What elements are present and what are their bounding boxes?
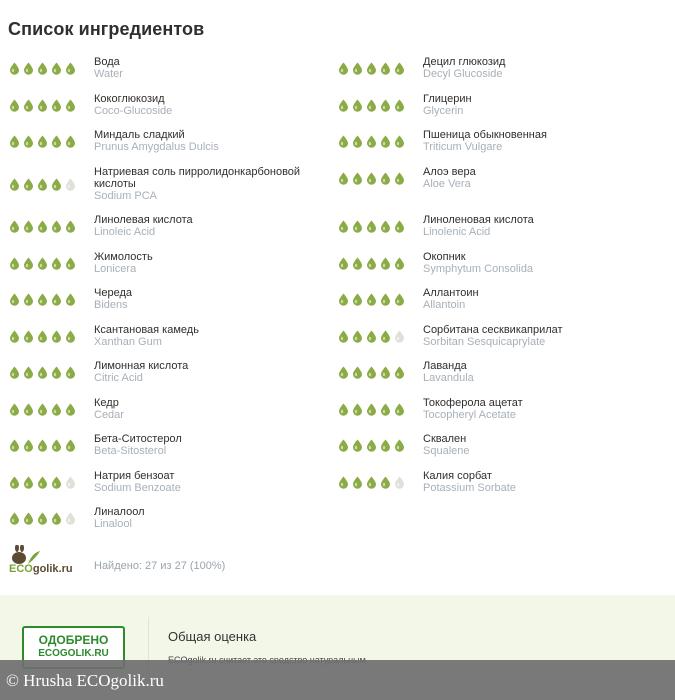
ingredient-name-latin: Coco-Glucoside — [94, 105, 173, 117]
drop-filled-icon — [64, 99, 77, 112]
ingredient-name-ru[interactable]: Аллантоин — [423, 287, 479, 299]
drop-filled-icon — [379, 366, 392, 379]
drop-filled-icon — [365, 172, 378, 185]
drop-filled-icon — [50, 403, 63, 416]
drop-filled-icon — [50, 135, 63, 148]
ingredient-row[interactable] — [337, 470, 516, 495]
drop-filled-icon — [379, 172, 392, 185]
drop-filled-icon — [36, 178, 49, 191]
drop-filled-icon — [337, 439, 350, 452]
rating-drops — [337, 293, 423, 306]
ingredient-names — [94, 470, 181, 495]
ingredient-names — [423, 93, 472, 118]
rating-drops — [8, 99, 94, 112]
ingredient-name-latin: Symphytum Consolida — [423, 263, 534, 275]
ingredient-row[interactable] — [337, 166, 476, 191]
drop-filled-icon — [365, 439, 378, 452]
drop-filled-icon — [36, 366, 49, 379]
ingredient-row[interactable] — [337, 433, 470, 458]
ingredient-name-ru[interactable]: Линоленовая кислота — [423, 214, 534, 226]
ingredient-row[interactable] — [337, 56, 505, 81]
ingredient-row[interactable] — [8, 506, 145, 531]
drop-filled-icon — [8, 476, 21, 489]
watermark — [0, 660, 675, 700]
rating-drops — [337, 220, 423, 233]
rating-drops — [8, 403, 94, 416]
rating-drops — [8, 135, 94, 148]
drop-filled-icon — [8, 293, 21, 306]
drop-filled-icon — [393, 172, 406, 185]
ingredient-names — [423, 287, 479, 312]
ingredient-names — [423, 166, 476, 191]
drop-filled-icon — [22, 476, 35, 489]
drop-filled-icon — [351, 99, 364, 112]
drop-filled-icon — [36, 439, 49, 452]
ingredient-names — [423, 324, 563, 349]
drop-filled-icon — [22, 62, 35, 75]
drop-filled-icon — [36, 330, 49, 343]
drop-filled-icon — [379, 62, 392, 75]
drop-filled-icon — [351, 172, 364, 185]
ingredient-names — [94, 506, 145, 531]
ingredient-names — [423, 470, 516, 495]
ingredient-row[interactable] — [337, 397, 523, 422]
drop-filled-icon — [22, 257, 35, 270]
drop-filled-icon — [22, 99, 35, 112]
ingredient-name-latin: Sodium Benzoate — [94, 482, 181, 494]
drop-filled-icon — [351, 257, 364, 270]
drop-filled-icon — [379, 257, 392, 270]
ingredient-names — [423, 214, 534, 239]
drop-filled-icon — [36, 512, 49, 525]
ingredient-name-ru[interactable]: Линалоол — [94, 506, 145, 518]
rating-drops — [337, 403, 423, 416]
drop-filled-icon — [337, 257, 350, 270]
ingredient-name-latin: Citric Acid — [94, 372, 143, 384]
drop-filled-icon — [393, 366, 406, 379]
rating-drops — [337, 99, 423, 112]
drop-filled-icon — [50, 330, 63, 343]
ingredient-row[interactable] — [337, 324, 563, 349]
ingredient-names — [94, 360, 188, 385]
drop-filled-icon — [393, 257, 406, 270]
ingredient-name-ru[interactable]: Децил глюкозид — [423, 56, 506, 68]
ingredient-name-ru-line2[interactable]: кислоты — [94, 178, 136, 190]
drop-filled-icon — [22, 135, 35, 148]
drop-empty-icon — [64, 476, 77, 489]
ingredient-name-latin: Prunus Amygdalus Dulcis — [94, 141, 219, 153]
drop-filled-icon — [8, 135, 21, 148]
ingredient-row[interactable] — [8, 93, 172, 118]
ingredient-row[interactable] — [8, 214, 193, 239]
drop-filled-icon — [379, 220, 392, 233]
rating-drops — [337, 366, 423, 379]
drop-filled-icon — [50, 366, 63, 379]
page-title: Список ингредиентов — [8, 19, 205, 39]
rating-drops — [337, 62, 423, 75]
drop-filled-icon — [351, 135, 364, 148]
drop-filled-icon — [64, 220, 77, 233]
drop-filled-icon — [50, 99, 63, 112]
drop-filled-icon — [365, 99, 378, 112]
drop-filled-icon — [351, 439, 364, 452]
drop-filled-icon — [351, 293, 364, 306]
ingredient-name-ru[interactable]: Жимолость — [94, 251, 153, 263]
rating-drops — [8, 512, 94, 525]
rating-drops — [8, 293, 94, 306]
drop-filled-icon — [365, 135, 378, 148]
drop-filled-icon — [393, 220, 406, 233]
ingredient-name-latin: Bidens — [94, 299, 128, 311]
ingredient-name-latin: Triticum Vulgare — [423, 141, 503, 153]
ingredient-names — [94, 129, 219, 154]
rating-drops — [337, 476, 423, 489]
drop-filled-icon — [22, 512, 35, 525]
ingredient-name-ru[interactable]: Натрия бензоат — [94, 470, 175, 482]
drop-filled-icon — [8, 257, 21, 270]
drop-filled-icon — [337, 172, 350, 185]
rating-drops — [337, 257, 423, 270]
drop-filled-icon — [64, 257, 77, 270]
ingredient-name-ru[interactable]: Лимонная кислота — [94, 360, 189, 372]
ingredient-names — [94, 214, 193, 239]
drop-filled-icon — [50, 476, 63, 489]
drop-filled-icon — [64, 135, 77, 148]
drop-filled-icon — [351, 366, 364, 379]
drop-filled-icon — [36, 99, 49, 112]
rabbit-icon — [10, 545, 44, 565]
ingredient-row[interactable] — [8, 251, 153, 276]
ingredient-name-ru[interactable]: Сорбитана сесквикаприлат — [423, 324, 563, 336]
drop-filled-icon — [50, 178, 63, 191]
drop-filled-icon — [337, 330, 350, 343]
footer-row — [8, 545, 226, 575]
drop-filled-icon — [8, 439, 21, 452]
drop-filled-icon — [379, 403, 392, 416]
drop-filled-icon — [50, 512, 63, 525]
ingredient-name-ru[interactable]: Линолевая кислота — [94, 214, 193, 226]
ingredient-row[interactable] — [337, 360, 474, 385]
drop-filled-icon — [36, 293, 49, 306]
drop-filled-icon — [379, 135, 392, 148]
badge-subtitle: ECOGOLIK.RU — [38, 648, 109, 659]
ingredient-row[interactable] — [8, 129, 219, 154]
ingredient-names — [423, 360, 474, 385]
found-count: Найдено: 27 из 27 (100%) — [94, 560, 226, 572]
ingredient-row[interactable] — [337, 251, 533, 276]
drop-filled-icon — [50, 257, 63, 270]
summary-title: Общая оценка — [168, 629, 257, 644]
rating-drops — [8, 330, 94, 343]
ingredient-row[interactable] — [8, 56, 123, 81]
ingredient-names — [423, 397, 523, 422]
ingredient-name-latin: Allantoin — [423, 299, 466, 311]
drop-filled-icon — [50, 439, 63, 452]
drop-filled-icon — [351, 476, 364, 489]
drop-filled-icon — [393, 293, 406, 306]
ingredient-names — [423, 251, 533, 276]
ingredient-name-ru[interactable]: Бета-Ситостерол — [94, 433, 182, 445]
drop-filled-icon — [22, 366, 35, 379]
rating-drops — [8, 476, 94, 489]
drop-filled-icon — [36, 257, 49, 270]
ingredient-name-latin: Linoleic Acid — [94, 226, 156, 238]
ingredient-row[interactable] — [8, 470, 181, 495]
drop-filled-icon — [64, 366, 77, 379]
ingredient-name-latin: Aloe Vera — [423, 178, 471, 190]
drop-filled-icon — [393, 62, 406, 75]
drop-filled-icon — [36, 403, 49, 416]
rating-drops — [337, 330, 423, 343]
drop-empty-icon — [393, 476, 406, 489]
drop-filled-icon — [337, 476, 350, 489]
drop-filled-icon — [365, 293, 378, 306]
drop-filled-icon — [393, 439, 406, 452]
ingredient-name-latin: Sorbitan Sesquicaprylate — [423, 336, 546, 348]
drop-filled-icon — [36, 62, 49, 75]
drop-filled-icon — [365, 257, 378, 270]
ingredient-row[interactable] — [8, 360, 188, 385]
ingredient-row[interactable] — [8, 287, 132, 312]
ingredient-names — [423, 129, 547, 154]
drop-filled-icon — [22, 293, 35, 306]
ingredient-name-latin: Xanthan Gum — [94, 336, 162, 348]
drop-filled-icon — [351, 403, 364, 416]
logo-text: ECOgolik.ru — [9, 563, 73, 575]
ingredient-names — [423, 56, 505, 81]
ingredient-names — [94, 251, 153, 276]
drop-filled-icon — [36, 135, 49, 148]
drop-filled-icon — [64, 62, 77, 75]
drop-filled-icon — [365, 62, 378, 75]
ingredient-name-ru[interactable]: Кокоглюкозид — [94, 93, 165, 105]
drop-filled-icon — [64, 439, 77, 452]
drop-filled-icon — [8, 512, 21, 525]
ingredient-name-latin: Squalene — [423, 445, 470, 457]
drop-filled-icon — [8, 62, 21, 75]
drop-filled-icon — [8, 99, 21, 112]
drop-filled-icon — [8, 330, 21, 343]
drop-filled-icon — [379, 439, 392, 452]
ingredient-name-latin: Lonicera — [94, 263, 137, 275]
drop-filled-icon — [393, 135, 406, 148]
ingredient-name-ru[interactable]: Вода — [94, 56, 120, 68]
drop-filled-icon — [36, 220, 49, 233]
drop-filled-icon — [36, 476, 49, 489]
ingredient-name-latin: Decyl Glucoside — [423, 68, 503, 80]
drop-filled-icon — [22, 403, 35, 416]
ingredient-name-ru[interactable]: Окопник — [423, 251, 466, 263]
ingredient-name-ru[interactable]: Ксантановая камедь — [94, 324, 199, 336]
rating-drops — [337, 135, 423, 148]
ingredient-name-ru[interactable]: Натриевая соль пирролидонкарбоновой — [94, 166, 301, 178]
ingredient-names — [94, 397, 124, 422]
drop-filled-icon — [365, 403, 378, 416]
drop-filled-icon — [22, 178, 35, 191]
drop-filled-icon — [337, 293, 350, 306]
drop-filled-icon — [22, 330, 35, 343]
drop-filled-icon — [50, 293, 63, 306]
drop-empty-icon — [64, 512, 77, 525]
drop-filled-icon — [393, 99, 406, 112]
rating-drops — [8, 178, 94, 191]
ingredient-names — [94, 433, 182, 458]
watermark-text: © Hrusha ECOgolik.ru — [6, 671, 164, 690]
rating-drops — [337, 439, 423, 452]
drop-filled-icon — [22, 220, 35, 233]
ingredient-name-latin: Potassium Sorbate — [423, 482, 516, 494]
drop-filled-icon — [50, 62, 63, 75]
drop-filled-icon — [337, 220, 350, 233]
drop-empty-icon — [64, 178, 77, 191]
ingredient-row[interactable] — [8, 324, 199, 349]
drop-filled-icon — [64, 403, 77, 416]
ingredient-name-latin: Tocopheryl Acetate — [423, 409, 516, 421]
ingredient-name-latin: Lavandula — [423, 372, 474, 384]
ingredient-name-latin: Glycerin — [423, 105, 464, 117]
drop-filled-icon — [365, 330, 378, 343]
ingredient-name-ru[interactable]: Глицерин — [423, 93, 472, 105]
ingredient-row[interactable] — [337, 93, 472, 118]
drop-empty-icon — [393, 330, 406, 343]
drop-filled-icon — [351, 330, 364, 343]
rating-drops — [337, 172, 423, 185]
rating-drops — [8, 257, 94, 270]
drop-filled-icon — [8, 403, 21, 416]
ingredient-row[interactable] — [8, 166, 300, 203]
ingredient-row[interactable] — [8, 397, 124, 422]
drop-filled-icon — [337, 99, 350, 112]
ingredient-name-ru[interactable]: Миндаль сладкий — [94, 129, 185, 141]
ingredient-name-ru[interactable]: Алоэ вера — [423, 166, 476, 178]
drop-filled-icon — [365, 366, 378, 379]
ingredient-row[interactable] — [337, 214, 534, 239]
ingredient-names — [94, 287, 132, 312]
drop-filled-icon — [22, 439, 35, 452]
ingredient-name-ru[interactable]: Пшеница обыкновенная — [423, 129, 547, 141]
drop-filled-icon — [64, 293, 77, 306]
ingredient-names — [423, 433, 470, 458]
drop-filled-icon — [351, 62, 364, 75]
drop-filled-icon — [50, 220, 63, 233]
drop-filled-icon — [8, 178, 21, 191]
drop-filled-icon — [379, 476, 392, 489]
drop-filled-icon — [393, 403, 406, 416]
ingredient-row[interactable] — [337, 129, 547, 154]
ingredient-name-latin: Sodium PCA — [94, 190, 157, 202]
drop-filled-icon — [8, 220, 21, 233]
ecogolik-logo[interactable] — [8, 545, 82, 575]
drop-filled-icon — [365, 220, 378, 233]
ingredient-row[interactable] — [337, 287, 479, 312]
ingredient-name-ru[interactable]: Кедр — [94, 397, 119, 409]
drop-filled-icon — [337, 403, 350, 416]
ingredient-names — [94, 56, 123, 81]
ingredient-name-latin: Linolenic Acid — [423, 226, 491, 238]
ingredient-name-latin: Beta-Sitosterol — [94, 445, 167, 457]
drop-filled-icon — [351, 220, 364, 233]
ingredient-names — [94, 324, 199, 349]
ingredient-name-ru[interactable]: Череда — [94, 287, 132, 299]
ingredient-names — [94, 93, 172, 118]
rating-drops — [8, 62, 94, 75]
ingredient-name-ru[interactable]: Сквален — [423, 433, 467, 445]
rating-drops — [8, 366, 94, 379]
rating-drops — [8, 439, 94, 452]
ingredient-names — [94, 166, 300, 203]
ingredient-name-latin: Water — [94, 68, 123, 80]
drop-filled-icon — [8, 366, 21, 379]
ingredient-name-ru[interactable]: Лаванда — [423, 360, 467, 372]
ingredient-name-ru[interactable]: Токоферола ацетат — [423, 397, 523, 409]
drop-filled-icon — [337, 62, 350, 75]
drop-filled-icon — [379, 293, 392, 306]
ingredient-name-latin: Linalool — [94, 518, 132, 530]
ingredient-name-latin: Cedar — [94, 409, 124, 421]
ingredient-name-ru[interactable]: Калия сорбат — [423, 470, 492, 482]
badge-title: ОДОБРЕНО — [38, 633, 109, 647]
drop-filled-icon — [379, 99, 392, 112]
drop-filled-icon — [379, 330, 392, 343]
rating-drops — [8, 220, 94, 233]
drop-filled-icon — [64, 330, 77, 343]
drop-filled-icon — [337, 135, 350, 148]
drop-filled-icon — [337, 366, 350, 379]
drop-filled-icon — [365, 476, 378, 489]
ingredient-row[interactable] — [8, 433, 182, 458]
